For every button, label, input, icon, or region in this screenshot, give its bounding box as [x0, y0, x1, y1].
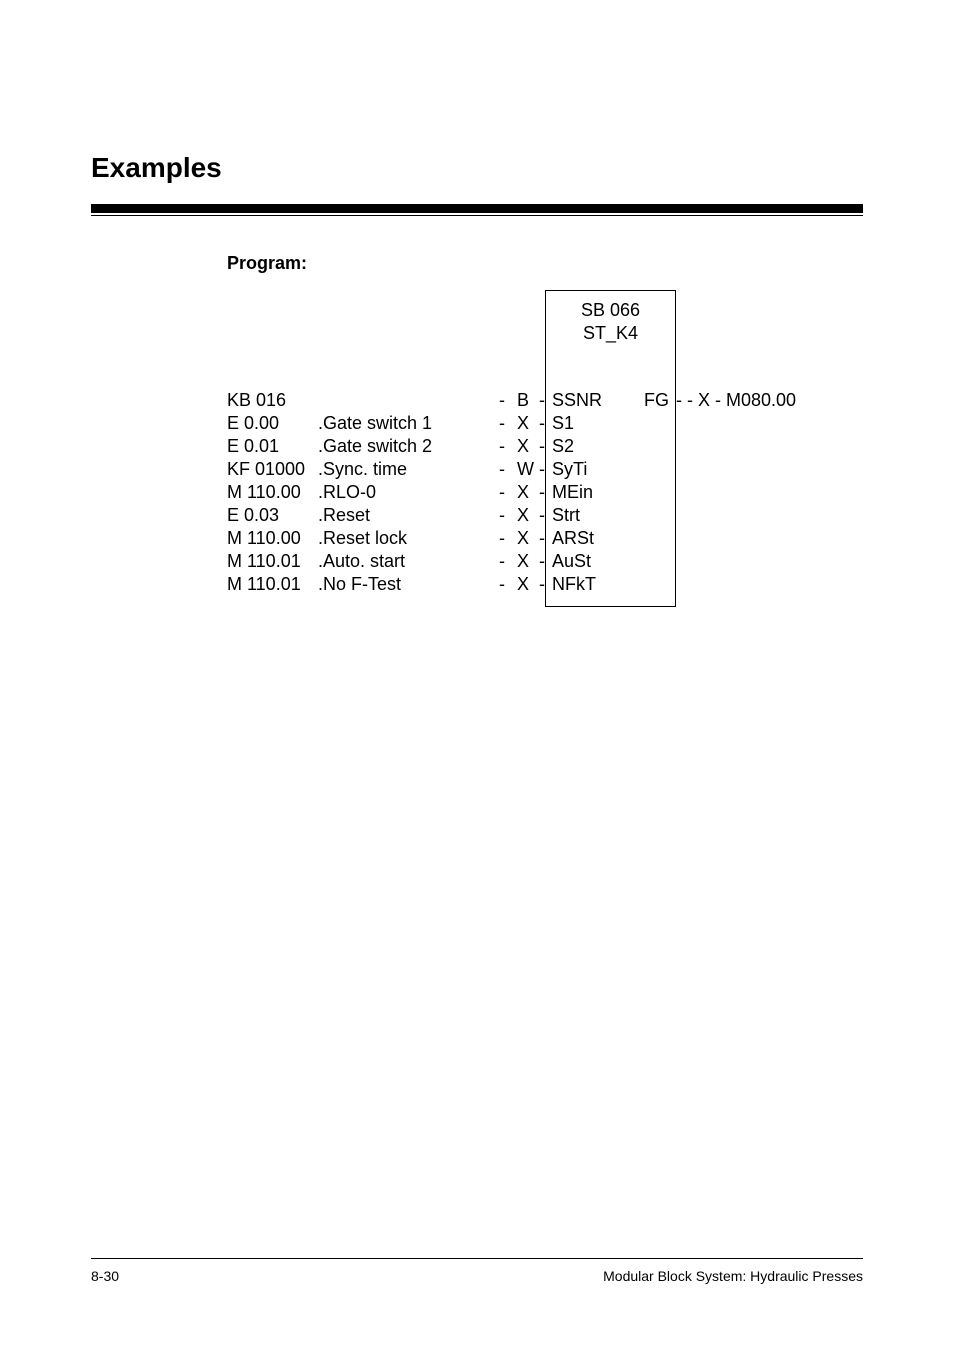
row-comment: .Sync. time — [318, 459, 408, 479]
row-parameter: Strt — [552, 505, 581, 525]
row-tick: - — [539, 574, 545, 594]
row-dash: - — [499, 528, 505, 548]
row-type: X — [517, 505, 530, 525]
row-type: X — [517, 436, 530, 456]
row-operand: KF 01000 — [227, 459, 306, 479]
output-connector: - X - M080.00 — [687, 390, 797, 410]
row-parameter: SyTi — [552, 459, 588, 479]
row-tick: - — [539, 413, 545, 433]
row-type: X — [517, 528, 530, 548]
row-parameter: S1 — [552, 413, 575, 433]
row-type: X — [517, 482, 530, 502]
footer-rule — [91, 1258, 863, 1259]
row-comment: .Gate switch 1 — [318, 413, 433, 433]
row-operand: E 0.03 — [227, 505, 280, 525]
page-title: Examples — [91, 152, 222, 183]
row-parameter: SSNR — [552, 390, 603, 410]
row-parameter: MEin — [552, 482, 594, 502]
row-comment: .Gate switch 2 — [318, 436, 433, 456]
row-type: X — [517, 574, 530, 594]
row-parameter: S2 — [552, 436, 575, 456]
row-tick: - — [539, 482, 545, 502]
row-operand: KB 016 — [227, 390, 287, 410]
row-comment: .RLO-0 — [318, 482, 377, 502]
row-operand: M 110.00 — [227, 528, 301, 548]
row-dash: - — [499, 505, 505, 525]
row-tick: - — [539, 390, 545, 410]
row-comment: .No F-Test — [318, 574, 402, 594]
header-rule-thin — [91, 215, 863, 216]
row-tick: - — [539, 459, 545, 479]
row-parameter: ARSt — [552, 528, 595, 548]
row-tick: - — [539, 436, 545, 456]
row-type: W — [517, 459, 534, 479]
row-dash: - — [499, 390, 505, 410]
header-rule-thick — [91, 204, 863, 213]
row-tick: - — [539, 528, 545, 548]
function-block-subname: ST_K4 — [582, 323, 639, 343]
row-comment: .Reset lock — [318, 528, 408, 548]
row-dash: - — [499, 482, 505, 502]
row-parameter: AuSt — [552, 551, 592, 571]
page-number: 8-30 — [91, 1268, 120, 1284]
row-operand: M 110.01 — [227, 551, 301, 571]
row-operand: E 0.00 — [227, 413, 280, 433]
row-tick: - — [539, 551, 545, 571]
row-tick: - — [539, 505, 545, 525]
row-comment: .Auto. start — [318, 551, 406, 571]
row-type: X — [517, 413, 530, 433]
row-type: B — [517, 390, 530, 410]
row-dash: - — [499, 459, 505, 479]
program-label: Program: — [227, 253, 308, 273]
row-dash: - — [499, 551, 505, 571]
output-tick: - — [676, 390, 682, 410]
row-type: X — [517, 551, 530, 571]
row-parameter: NFkT — [552, 574, 596, 594]
function-block-name: SB 066 — [580, 300, 641, 320]
row-dash: - — [499, 436, 505, 456]
row-dash: - — [499, 574, 505, 594]
row-comment: .Reset — [318, 505, 371, 525]
row-operand: M 110.00 — [227, 482, 301, 502]
row-operand: M 110.01 — [227, 574, 301, 594]
row-operand: E 0.01 — [227, 436, 280, 456]
row-dash: - — [499, 413, 505, 433]
document-title: Modular Block System: Hydraulic Presses — [603, 1268, 863, 1284]
output-param: FG — [644, 390, 669, 410]
